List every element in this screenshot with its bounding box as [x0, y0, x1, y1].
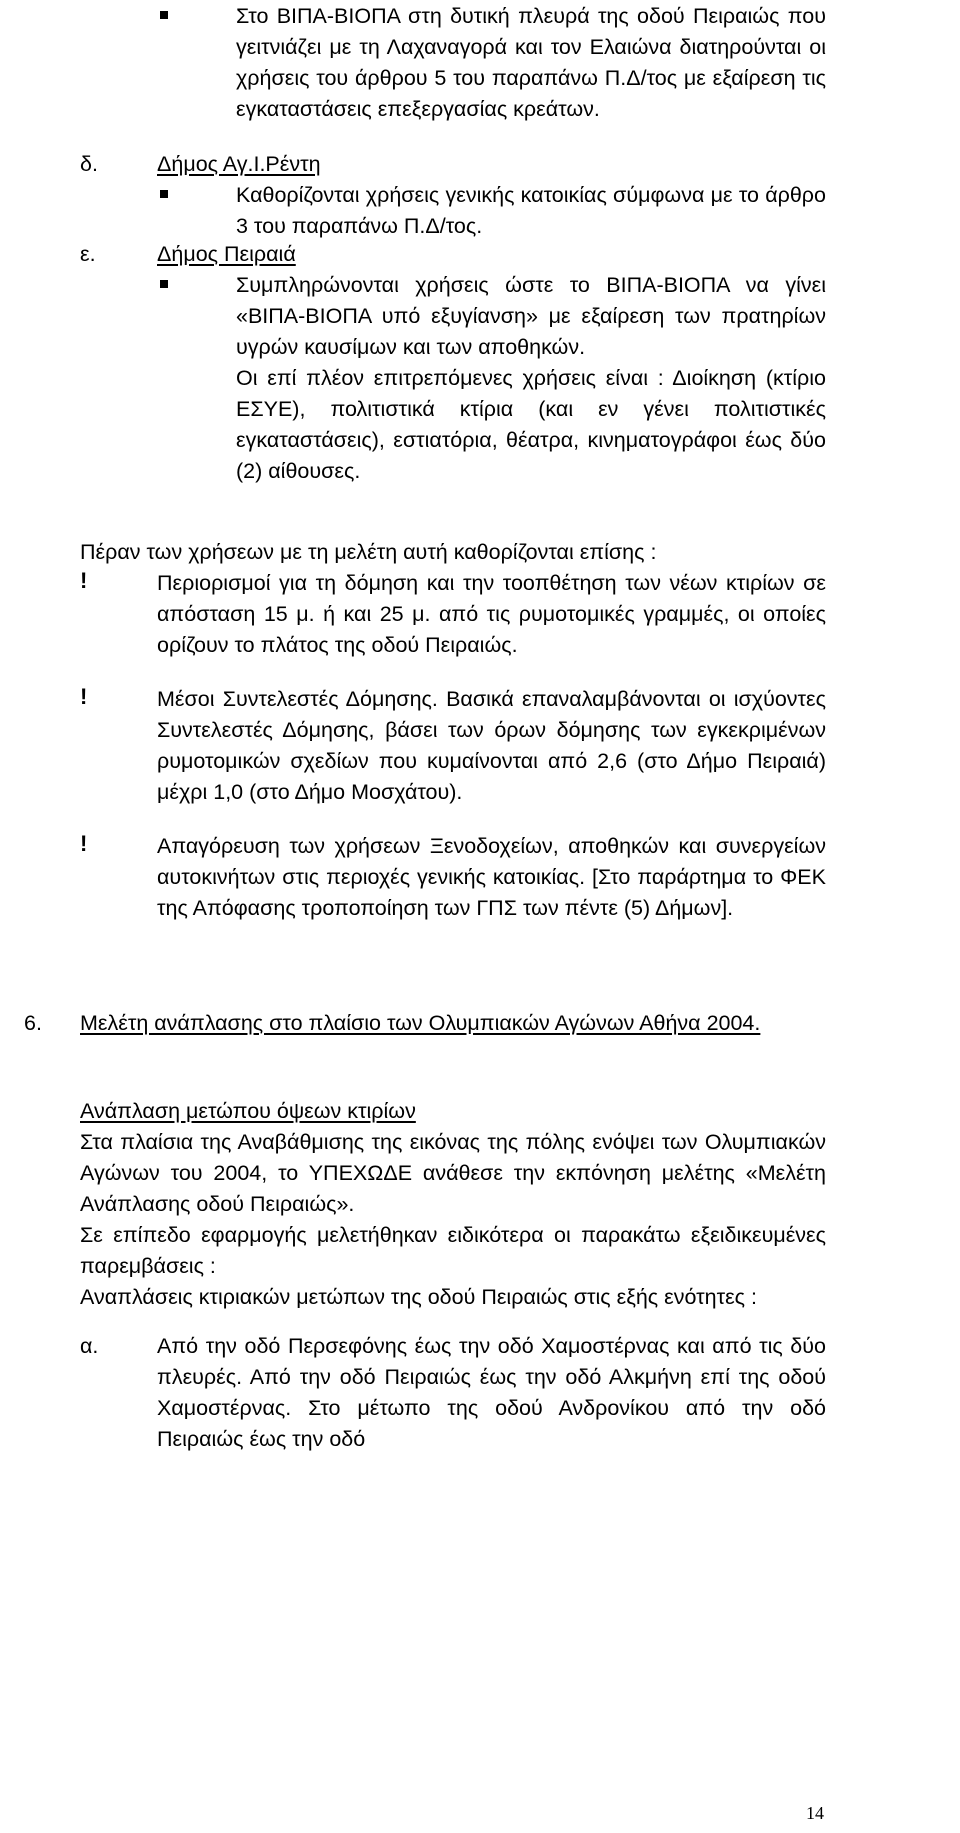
- exclamation-bullet-icon: !: [80, 684, 88, 709]
- list-item-text: Καθορίζονται χρήσεις γενικής κατοικίας σύμφωνα με το άρθρο 3 του παραπάνω Π.Δ/τος.: [236, 183, 826, 238]
- exclamation-bullet-icon: !: [80, 831, 88, 856]
- restriction-item: Απαγόρευση των χρήσεων Ξενοδοχείων, αποθηκών και συνεργείων αυτοκινήτων στις περιοχές γενικής κατοικίας. [Στο παράρτημα το ΦΕΚ της Απόφασης τροποποίηση των ΓΠΣ των πέντε (5) Δήμων].: [157, 834, 826, 920]
- section-6-subheading: Ανάπλαση μετώπου όψεων κτιρίων: [80, 1099, 416, 1123]
- list-item-text: Στο ΒΙΠΑ-ΒΙΟΠΑ στη δυτική πλευρά της οδού Πειραιώς που γειτνιάζει με τη Λαχαναγορά και τον Ελαιώνα διατηρούνται οι χρήσεις του άρθρου 5 του παραπάνω Π.Δ/τος με εξαίρεση τις εγκαταστάσεις επεξεργασίας κρεάτων.: [236, 4, 826, 121]
- section-number-6: 6.: [24, 1011, 42, 1035]
- restrictions-intro: Πέραν των χρήσεων με τη μελέτη αυτή καθορίζονται επίσης :: [80, 540, 657, 564]
- square-bullet-icon: [160, 11, 168, 19]
- exclamation-bullet-icon: !: [80, 568, 88, 593]
- section-heading-e: Δήμος Πειραιά: [157, 242, 296, 266]
- item-marker-a: α.: [80, 1334, 99, 1358]
- restriction-item: Περιορισμοί για τη δόμηση και την τοοπθέτηση των νέων κτιρίων σε απόσταση 15 μ. ή και 25 μ. από τις ρυμοτομικές γραμμές, οι οποίες ορίζουν το πλάτος της οδού Πειραιώς.: [157, 571, 826, 657]
- list-item-text: Συμπληρώνονται χρήσεις ώστε το ΒΙΠΑ-ΒΙΟΠΑ να γίνει «ΒΙΠΑ-ΒΙΟΠΑ υπό εξυγίανση» με εξαίρεση των πρατηρίων υγρών καυσίμων και των αποθηκών. Οι επί πλέον επιτρεπόμενες χρήσεις είναι : Διοίκηση (κτίριο ΕΣΥΕ), πολιτιστικά κτίρια (και εν γένει πολιτιστικές εγκαταστάσεις), εστιατόρια, θέατρα, κινηματογράφοι έως δύο (2) αίθουσες.: [236, 273, 826, 483]
- restriction-item: Μέσοι Συντελεστές Δόμησης. Βασικά επαναλαμβάνονται οι ισχύοντες Συντελεστές Δόμησης, βάσει των όρων δόμησης των εγκεκριμένων ρυμοτομικών σχεδίων που κυμαίνονται από 2,6 (στο Δήμο Πειραιά) μέχρι 1,0 (στο Δήμο Μοσχάτου).: [157, 687, 826, 804]
- section-6-paragraph: Στα πλαίσια της Αναβάθμισης της εικόνας της πόλης ενόψει των Ολυμπιακών Αγώνων του 2004, το ΥΠΕΧΩΔΕ ανάθεσε την εκπόνηση μελέτης «Μελέτη Ανάπλασης οδού Πειραιώς». Σε επίπεδο εφαρμογής μελετήθηκαν ειδικότερα οι παρακάτω εξειδικευμένες παρεμβάσεις : Αναπλάσεις κτιριακών μετώπων της οδού Πειραιώς στις εξής ενότητες :: [80, 1130, 826, 1309]
- section-6-title: Μελέτη ανάπλασης στο πλαίσιο των Ολυμπιακών Αγώνων Αθήνα 2004.: [80, 1011, 761, 1035]
- section-marker-e: ε.: [80, 242, 96, 266]
- square-bullet-icon: [160, 280, 168, 288]
- section-heading-d: Δήμος Αγ.Ι.Ρέντη: [157, 152, 321, 176]
- square-bullet-icon: [160, 190, 168, 198]
- section-6-item-a: Από την οδό Περσεφόνης έως την οδό Χαμοστέρνας και από τις δύο πλευρές. Από την οδό Πειραιώς έως την οδό Αλκμήνη επί της οδού Χαμοστέρνας. Στο μέτωπο της οδού Ανδρονίκου από την οδό Πειραιώς έως την οδό: [157, 1334, 826, 1451]
- section-marker-d: δ.: [80, 152, 98, 176]
- page-number: 14: [806, 1803, 824, 1823]
